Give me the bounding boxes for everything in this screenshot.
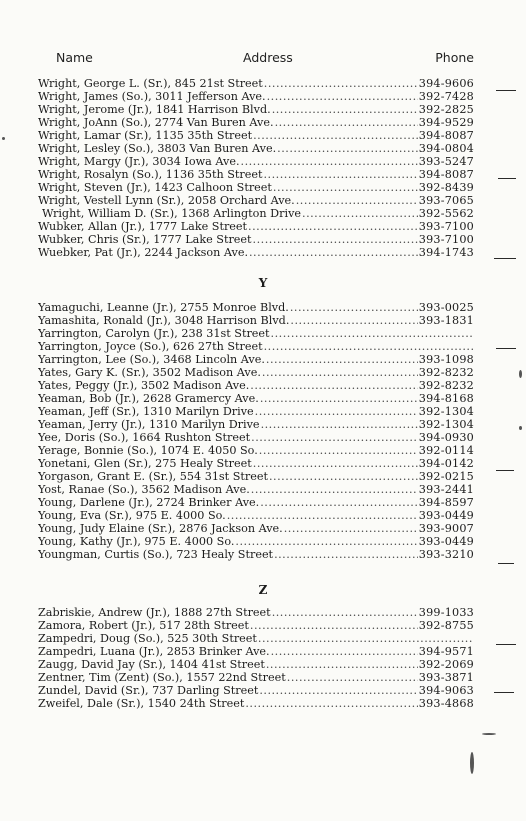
entry-phone: 392-7428 [418, 90, 474, 103]
dot-leader [266, 353, 418, 366]
dot-leader [253, 457, 418, 470]
entry-name-address: Wright, Rosalyn (So.), 1136 35th Street [38, 168, 263, 181]
directory-entry [38, 194, 474, 207]
entry-phone: 393-0025 [418, 301, 474, 314]
entry-phone: 394-8087 [418, 168, 474, 181]
directory-entry [38, 340, 474, 353]
dot-leader [271, 645, 418, 658]
directory-entry [38, 431, 474, 444]
directory-entry [38, 418, 474, 431]
dot-leader [277, 142, 418, 155]
dot-leader [258, 632, 473, 645]
entry-phone: 399-1033 [418, 606, 474, 619]
directory-entry [38, 181, 474, 194]
entry-phone: 394-9063 [418, 684, 474, 697]
entry-phone: 394-9571 [418, 645, 474, 658]
entry-name-address: Wright, JoAnn (So.), 2774 Van Buren Ave. [38, 116, 274, 129]
entry-name-address: Yamaguchi, Leanne (Jr.), 2755 Monroe Blvd. [38, 301, 289, 314]
dot-leader [272, 103, 418, 116]
margin-mark [494, 258, 516, 259]
name-column-heading: Name [56, 50, 93, 65]
entry-phone: 392-8232 [418, 366, 474, 379]
dot-leader [227, 509, 418, 522]
directory-entry [38, 301, 474, 314]
entry-name-address: Wubker, Chris (Sr.), 1777 Lake Street [38, 233, 252, 246]
entry-phone: 392-8232 [418, 379, 474, 392]
phone-column-heading: Phone [435, 50, 474, 65]
dot-leader [260, 392, 418, 405]
entry-name-address: Youngman, Curtis (So.), 723 Healy Street [38, 548, 274, 561]
dot-leader [253, 129, 418, 142]
dot-leader [241, 155, 418, 168]
entry-phone: 393-1098 [418, 353, 474, 366]
entry-phone: 392-2069 [418, 658, 474, 671]
directory-entry [38, 155, 474, 168]
entry-phone: 393-3210 [418, 548, 474, 561]
margin-speck [470, 752, 474, 774]
directory-entry [38, 246, 474, 259]
margin-mark [496, 348, 516, 349]
directory-entry [38, 233, 474, 246]
directory-entry [38, 103, 474, 116]
dot-leader [272, 606, 418, 619]
entry-phone: 394-9529 [418, 116, 474, 129]
directory-entry [38, 522, 474, 535]
directory-entry [38, 457, 474, 470]
directory-entry [38, 697, 474, 710]
entry-name-address: Wright, Lamar (Sr.), 1135 35th Street [38, 129, 253, 142]
dot-leader [260, 496, 418, 509]
dot-leader [253, 233, 418, 246]
entry-phone: 393-7065 [418, 194, 474, 207]
directory-entry [38, 220, 474, 233]
dot-leader [267, 90, 418, 103]
z-entries [38, 606, 474, 710]
margin-speck [519, 370, 522, 378]
dot-leader [274, 548, 418, 561]
directory-entry [38, 619, 474, 632]
directory-entry [38, 548, 474, 561]
entry-name-address: Zundel, David (Sr.), 737 Darling Street [38, 684, 259, 697]
dot-leader [251, 431, 418, 444]
dot-leader [296, 194, 418, 207]
entry-name-address: Yeaman, Bob (Jr.), 2628 Gramercy Ave. [38, 392, 259, 405]
entry-name-address: Yeaman, Jerry (Jr.), 1310 Marilyn Drive [38, 418, 260, 431]
margin-mark [494, 692, 514, 693]
dot-leader [269, 470, 418, 483]
directory-entry [38, 496, 474, 509]
directory-entry [38, 509, 474, 522]
entry-name-address: Wubker, Allan (Jr.), 1777 Lake Street [38, 220, 248, 233]
entry-phone: 393-7100 [418, 233, 474, 246]
directory-entry [38, 444, 474, 457]
entry-phone: 393-9007 [418, 522, 474, 535]
entry-phone: 394-0930 [418, 431, 474, 444]
directory-entry [38, 470, 474, 483]
section-letter-z: Z [258, 583, 268, 597]
dot-leader [273, 181, 418, 194]
entry-name-address: Young, Darlene (Jr.), 2724 Brinker Ave. [38, 496, 260, 509]
directory-entry [38, 392, 474, 405]
entry-phone: 392-8439 [418, 181, 474, 194]
entry-phone: 393-7100 [418, 220, 474, 233]
w-entries [38, 77, 474, 259]
directory-entry [38, 366, 474, 379]
dot-leader [235, 535, 417, 548]
entry-name-address: Zamora, Robert (Jr.), 517 28th Street [38, 619, 249, 632]
entry-name-address: Yee, Doris (So.), 1664 Rushton Street [38, 431, 251, 444]
dot-leader [287, 671, 418, 684]
dot-leader [271, 327, 473, 340]
directory-entry [38, 684, 474, 697]
entry-name-address: Yamashita, Ronald (Jr.), 3048 Harrison Blvd. [38, 314, 290, 327]
margin-mark [496, 644, 516, 645]
dot-leader [250, 379, 418, 392]
entry-name-address: Yonetani, Glen (Sr.), 275 Healy Street [38, 457, 252, 470]
margin-mark [498, 563, 514, 564]
entry-phone: 393-2441 [418, 483, 474, 496]
entry-phone: 394-9606 [418, 77, 474, 90]
directory-entry [38, 606, 474, 619]
entry-name-address: Yarrington, Joyce (So.), 626 27th Street [38, 340, 263, 353]
dot-leader [261, 418, 418, 431]
directory-entry [38, 379, 474, 392]
directory-entry [38, 632, 474, 645]
entry-name-address: Wright, Margy (Jr.), 3034 Iowa Ave. [38, 155, 240, 168]
entry-name-address: Zabriskie, Andrew (Jr.), 1888 27th Street [38, 606, 271, 619]
margin-speck [482, 733, 496, 735]
column-header [38, 50, 474, 68]
entry-phone: 392-5562 [418, 207, 474, 220]
section-letter-y: Y [258, 276, 268, 290]
margin-speck [2, 137, 5, 140]
dot-leader [245, 697, 417, 710]
entry-name-address: Zaugg, David Jay (Sr.), 1404 41st Street [38, 658, 265, 671]
entry-phone: 392-8755 [418, 619, 474, 632]
directory-entry [38, 129, 474, 142]
entry-name-address: Zampedri, Luana (Jr.), 2853 Brinker Ave. [38, 645, 270, 658]
directory-entry [38, 405, 474, 418]
entry-name-address: Wright, Jerome (Jr.), 1841 Harrison Blvd. [38, 103, 271, 116]
entry-phone: 393-0449 [418, 509, 474, 522]
dot-leader [255, 405, 418, 418]
entry-name-address: Zampedri, Doug (So.), 525 30th Street [38, 632, 257, 645]
dot-leader [250, 619, 418, 632]
entry-name-address: Yorgason, Grant E. (Sr.), 554 31st Street [38, 470, 268, 483]
entry-phone: 394-8597 [418, 496, 474, 509]
directory-entry [38, 658, 474, 671]
margin-mark [498, 178, 516, 179]
dot-leader [259, 444, 418, 457]
entry-phone: 393-5247 [418, 155, 474, 168]
entry-name-address: Wright, Vestell Lynn (Sr.), 2058 Orchard Ave. [38, 194, 295, 207]
margin-mark [496, 90, 516, 91]
directory-entry [38, 314, 474, 327]
entry-phone: 394-8087 [418, 129, 474, 142]
entry-name-address: Wright, James (So.), 3011 Jefferson Ave. [38, 90, 266, 103]
dot-leader [275, 116, 418, 129]
dot-leader [251, 483, 418, 496]
entry-phone: 394-0142 [418, 457, 474, 470]
dot-leader [249, 246, 418, 259]
entry-phone: 394-1743 [418, 246, 474, 259]
entry-phone: 393-3871 [418, 671, 474, 684]
entry-name-address: Yarrington, Carolyn (Jr.), 238 31st Street [38, 327, 270, 340]
directory-entry [38, 645, 474, 658]
margin-mark [496, 470, 514, 471]
entry-name-address: Zweifel, Dale (Sr.), 1540 24th Street [38, 697, 245, 710]
entry-phone: 394-8168 [418, 392, 474, 405]
dot-leader [266, 658, 418, 671]
dot-leader [264, 340, 473, 353]
entry-phone: 392-0114 [418, 444, 474, 457]
dot-leader [248, 220, 418, 233]
entry-phone: 393-1831 [418, 314, 474, 327]
entry-phone: 392-1304 [418, 405, 474, 418]
entry-name-address: Yeaman, Jeff (Sr.), 1310 Marilyn Drive [38, 405, 254, 418]
directory-entry [38, 353, 474, 366]
entry-name-address: Wuebker, Pat (Jr.), 2244 Jackson Ave. [38, 246, 248, 259]
dot-leader [290, 301, 418, 314]
dot-leader [264, 77, 418, 90]
entry-name-address: Yates, Gary K. (Sr.), 3502 Madison Ave. [38, 366, 261, 379]
entry-phone: 392-2825 [418, 103, 474, 116]
directory-entry [38, 483, 474, 496]
entry-name-address: Zentner, Tim (Zent) (So.), 1557 22nd Street [38, 671, 286, 684]
directory-entry [38, 90, 474, 103]
entry-phone: 394-0804 [418, 142, 474, 155]
entry-phone: 393-4868 [418, 697, 474, 710]
entry-name-address: Yarrington, Lee (So.), 3468 Lincoln Ave. [38, 353, 265, 366]
address-column-heading: Address [243, 50, 293, 65]
entry-phone: 393-0449 [418, 535, 474, 548]
directory-entry [38, 116, 474, 129]
entry-name-address: Wright, Steven (Jr.), 1423 Calhoon Street [38, 181, 272, 194]
entry-name-address: Yates, Peggy (Jr.), 3502 Madison Ave. [38, 379, 250, 392]
entry-name-address: Wright, William D. (Sr.), 1368 Arlington Drive [42, 207, 302, 220]
entry-phone: 392-0215 [418, 470, 474, 483]
margin-speck [519, 426, 522, 430]
entry-name-address: Wright, Lesley (So.), 3803 Van Buren Ave. [38, 142, 277, 155]
directory-entry [38, 77, 474, 90]
entry-name-address: Wright, George L. (Sr.), 845 21st Street [38, 77, 263, 90]
y-entries [38, 301, 474, 561]
entry-name-address: Yost, Ranae (So.), 3562 Madison Ave. [38, 483, 250, 496]
dot-leader [284, 522, 418, 535]
directory-entry [38, 142, 474, 155]
entry-name-address: Young, Kathy (Jr.), 975 E. 4000 So. [38, 535, 235, 548]
directory-entry [38, 207, 474, 220]
dot-leader [302, 207, 418, 220]
dot-leader [264, 168, 418, 181]
entry-name-address: Young, Judy Elaine (Sr.), 2876 Jackson Ave. [38, 522, 283, 535]
directory-entry [38, 671, 474, 684]
dot-leader [262, 366, 418, 379]
dot-leader [259, 684, 417, 697]
entry-name-address: Yerage, Bonnie (So.), 1074 E. 4050 So. [38, 444, 258, 457]
directory-entry [38, 535, 474, 548]
directory-entry [38, 168, 474, 181]
dot-leader [290, 314, 417, 327]
entry-name-address: Young, Eva (Sr.), 975 E. 4000 So. [38, 509, 226, 522]
entry-phone: 392-1304 [418, 418, 474, 431]
directory-entry [38, 327, 474, 340]
